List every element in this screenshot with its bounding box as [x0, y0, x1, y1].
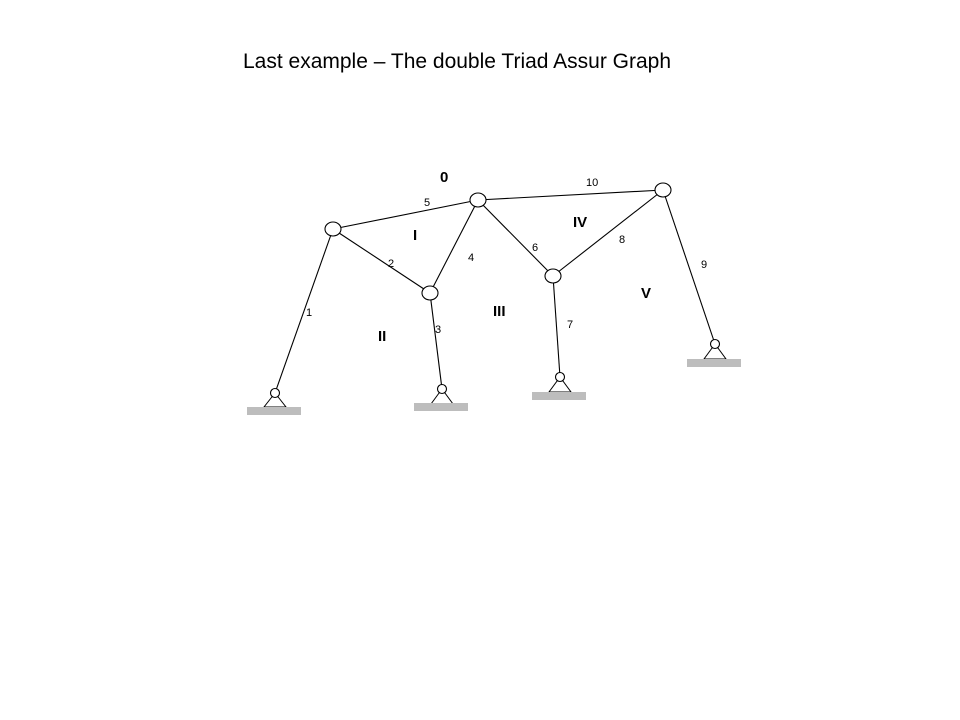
loop-label-III: III: [493, 303, 506, 320]
link-4: [430, 200, 478, 293]
link-label-8: 8: [619, 234, 626, 246]
loop-label-V: V: [641, 285, 652, 302]
link-label-1: 1: [306, 307, 313, 319]
link-label-6: 6: [532, 242, 539, 254]
loop-label-IV: IV: [573, 214, 588, 231]
joint-c: [470, 193, 486, 207]
link-5: [333, 200, 478, 229]
link-label-9: 9: [701, 259, 708, 271]
link-6: [478, 200, 553, 276]
ground-support-4: [687, 340, 741, 368]
joint-a: [325, 222, 341, 236]
loop-label-II: II: [378, 328, 387, 345]
ground-support-3: [532, 373, 586, 401]
link-label-2: 2: [388, 258, 395, 270]
link-label-4: 4: [468, 252, 475, 264]
link-label-3: 3: [435, 324, 442, 336]
link-10: [478, 190, 663, 200]
link-8: [553, 190, 663, 276]
link-label-5: 5: [424, 197, 431, 209]
loop-label-I: I: [413, 227, 418, 244]
loop-label-0: 0: [440, 169, 449, 186]
link-9: [663, 190, 715, 344]
joint-d: [545, 269, 561, 283]
link-7: [553, 276, 560, 377]
joint-b: [422, 286, 438, 300]
link-3: [430, 293, 442, 389]
slide-title: Last example – The double Triad Assur Graph: [243, 50, 672, 73]
ground-support-1: [247, 389, 301, 416]
link-1: [275, 229, 333, 393]
link-label-10: 10: [586, 177, 599, 189]
ground-support-2: [414, 385, 468, 412]
joint-e: [655, 183, 671, 197]
link-label-7: 7: [567, 319, 574, 331]
